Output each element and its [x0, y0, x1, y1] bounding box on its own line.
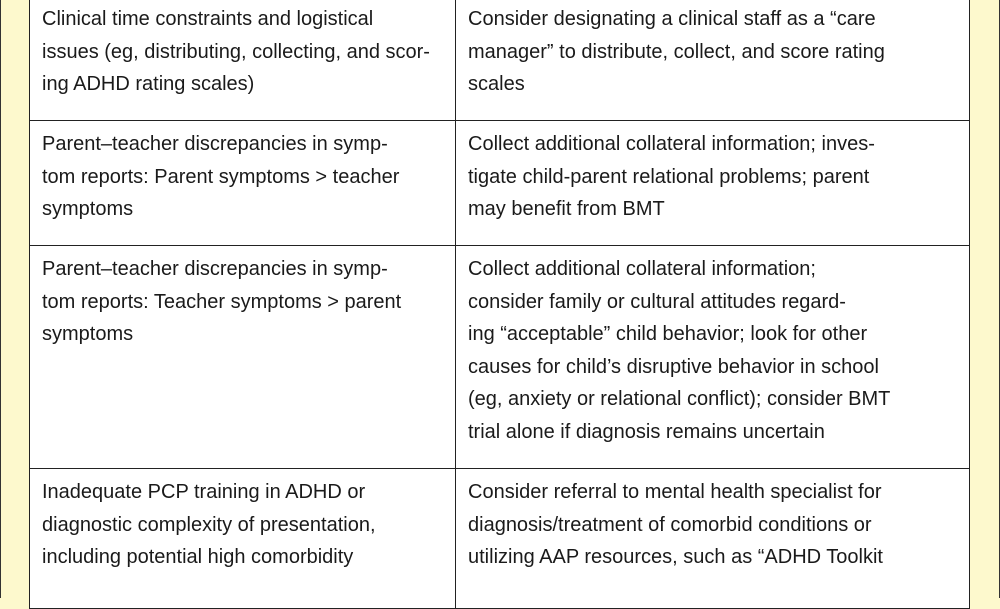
- cell-text-line: Collect additional collateral information; inves-: [468, 133, 875, 155]
- barrier-cell: [30, 246, 456, 469]
- cell-text-line: Collect additional collateral information;: [468, 258, 816, 280]
- cell-text-line: scales: [468, 73, 525, 96]
- cell-text-line: diagnostic complexity of presentation,: [42, 513, 376, 536]
- cell-text-line: tom reports: Teacher symptoms > parent: [42, 290, 402, 313]
- table-row: [30, 246, 970, 469]
- cell-text-line: causes for child’s disruptive behavior in school: [468, 355, 879, 378]
- cell-text-line: Consider referral to mental health specialist for: [468, 481, 882, 503]
- barrier-cell: [30, 121, 456, 246]
- cell-text-line: Consider designating a clinical staff as a “care: [468, 8, 876, 30]
- cell-text-line: Inadequate PCP training in ADHD or: [42, 481, 366, 503]
- cell-text-line: consider family or cultural attitudes regard-: [468, 290, 846, 313]
- cell-text-line: Clinical time constraints and logistical: [42, 8, 374, 30]
- barrier-cell: [30, 0, 456, 121]
- solution-cell: [456, 121, 970, 246]
- cell-text-line: utilizing AAP resources, such as “ADHD Toolkit: [468, 546, 883, 569]
- cell-text-line: may benefit from BMT: [468, 198, 665, 221]
- solution-cell: [456, 0, 970, 121]
- table-row: [30, 0, 970, 121]
- cell-text-line: Parent–teacher discrepancies in symp-: [42, 258, 388, 280]
- table-row: [30, 469, 970, 609]
- cell-text-line: (eg, anxiety or relational conflict); consider BMT: [468, 388, 891, 411]
- cell-text-line: including potential high comorbidity: [42, 546, 354, 569]
- cell-text-line: issues (eg, distributing, collecting, and scor-: [42, 40, 430, 63]
- cell-text-line: trial alone if diagnosis remains uncertain: [468, 420, 825, 443]
- table-row: [30, 121, 970, 246]
- solution-cell: [456, 246, 970, 469]
- cell-text-line: ing ADHD rating scales): [42, 73, 255, 96]
- barrier-cell: [30, 469, 456, 609]
- cell-text-line: symptoms: [42, 198, 134, 221]
- cell-text-line: Parent–teacher discrepancies in symp-: [42, 133, 388, 155]
- cell-text-line: symptoms: [42, 323, 134, 346]
- cell-text-line: diagnosis/treatment of comorbid conditions or: [468, 513, 872, 536]
- solution-cell: [456, 469, 970, 609]
- cell-text-line: manager” to distribute, collect, and score rating: [468, 40, 885, 63]
- cell-text-line: tigate child-parent relational problems; parent: [468, 165, 870, 188]
- cell-text-line: ing “acceptable” child behavior; look for other: [468, 323, 868, 346]
- barriers-solutions-table: [29, 0, 970, 609]
- cell-text-line: tom reports: Parent symptoms > teacher: [42, 165, 400, 188]
